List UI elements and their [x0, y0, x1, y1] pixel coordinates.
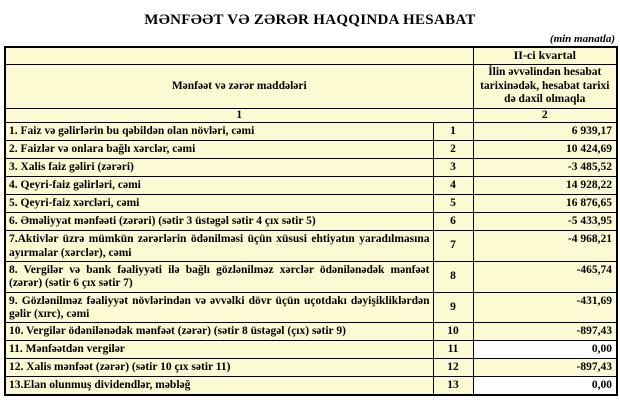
row-value: -465,74 [473, 261, 617, 292]
row-value: -5 433,95 [473, 213, 617, 231]
row-label: 2. Faizlər və onlara bağlı xərclər, cəmi [5, 141, 433, 159]
row-label: 12. Xalis mənfəət (zərər) (sətir 10 çıx sətir 11) [5, 359, 433, 377]
value-header-cell: İlin əvvəlindən hesabat tarixinədək, hesabat tarixi də daxil olmaqla [473, 64, 617, 108]
table-row [5, 123, 617, 141]
page-title: MƏNFƏƏT VƏ ZƏRƏR HAQQINDA HESABAT [144, 12, 476, 28]
row-label: 6. Əməliyyat mənfəəti (zərəri) (sətir 3 üstəgəl sətir 4 çıx sətir 5) [5, 213, 433, 231]
table-row [5, 177, 617, 195]
row-number: 1 [433, 123, 473, 141]
column-index-left: 1 [5, 108, 473, 122]
row-number: 6 [433, 213, 473, 231]
header-row-main [5, 64, 617, 108]
row-value: 16 876,65 [473, 195, 617, 213]
blank-header-cell [5, 47, 473, 64]
row-label: 1. Faiz və gəlirlərin bu qəbildən olan növləri, cəmi [5, 123, 433, 141]
row-number: 5 [433, 195, 473, 213]
row-number: 4 [433, 177, 473, 195]
period-header-cell: II-ci kvartal [473, 47, 617, 64]
row-value: -897,43 [473, 359, 617, 377]
header-row-period [5, 47, 617, 64]
row-value: -431,69 [473, 292, 617, 323]
row-label: 4. Qeyri-faiz gəlirləri, cəmi [5, 177, 433, 195]
table-row [5, 377, 617, 395]
row-label: 11. Mənfəətdən vergilər [5, 341, 433, 359]
table-row [5, 195, 617, 213]
table-row [5, 292, 617, 323]
table-row [5, 359, 617, 377]
row-value: 0,00 [473, 377, 617, 395]
row-number: 11 [433, 341, 473, 359]
row-value: 14 928,22 [473, 177, 617, 195]
row-label: 10. Vergilər ödənilənədək mənfəət (zərər) (sətir 8 üstəgəl (çıx) sətir 9) [5, 323, 433, 341]
row-number: 2 [433, 141, 473, 159]
table-row [5, 261, 617, 292]
items-header-cell: Mənfəət və zərər maddələri [5, 64, 473, 108]
row-number: 7 [433, 231, 473, 262]
row-label: 8. Vergilər və bank fəaliyyəti ilə bağlı gözlənilməz xərclər ödənilənədək mənfəət (zərər) (sətir 6 çıx sətir 7) [5, 261, 433, 292]
table-row [5, 231, 617, 262]
table-row [5, 341, 617, 359]
row-value: -4 968,21 [473, 231, 617, 262]
row-number: 9 [433, 292, 473, 323]
row-number: 10 [433, 323, 473, 341]
row-number: 13 [433, 377, 473, 395]
row-label: 9. Gözlənilməz fəaliyyət növlərindən və əvvəlki dövr üçün uçotdakı dəyişikliklərdən gəlir (xırc), cəmi [5, 292, 433, 323]
column-index-right: 2 [473, 108, 617, 122]
row-value: 0,00 [473, 341, 617, 359]
header-row-index [5, 108, 617, 122]
row-label: 13.Elan olunmuş dividendlər, məbləğ [5, 377, 433, 395]
row-number: 12 [433, 359, 473, 377]
row-number: 3 [433, 159, 473, 177]
table-row [5, 213, 617, 231]
row-label: 5. Qeyri-faiz xərcləri, cəmi [5, 195, 433, 213]
row-value: 10 424,69 [473, 141, 617, 159]
table-row [5, 159, 617, 177]
table-row [5, 141, 617, 159]
row-number: 8 [433, 261, 473, 292]
row-label: 7.Aktivlər üzrə mümkün zərərlərin ödənilməsi üçün xüsusi ehtiyatın yaradılmasına ayırmalar (xərclər), cəmi [5, 231, 433, 262]
table-row [5, 323, 617, 341]
profit-loss-table [4, 46, 618, 396]
row-value: -897,43 [473, 323, 617, 341]
unit-note: (min manatla) [549, 33, 615, 45]
row-value: 6 939,17 [473, 123, 617, 141]
row-label: 3. Xalis faiz gəliri (zərəri) [5, 159, 433, 177]
row-value: -3 485,52 [473, 159, 617, 177]
